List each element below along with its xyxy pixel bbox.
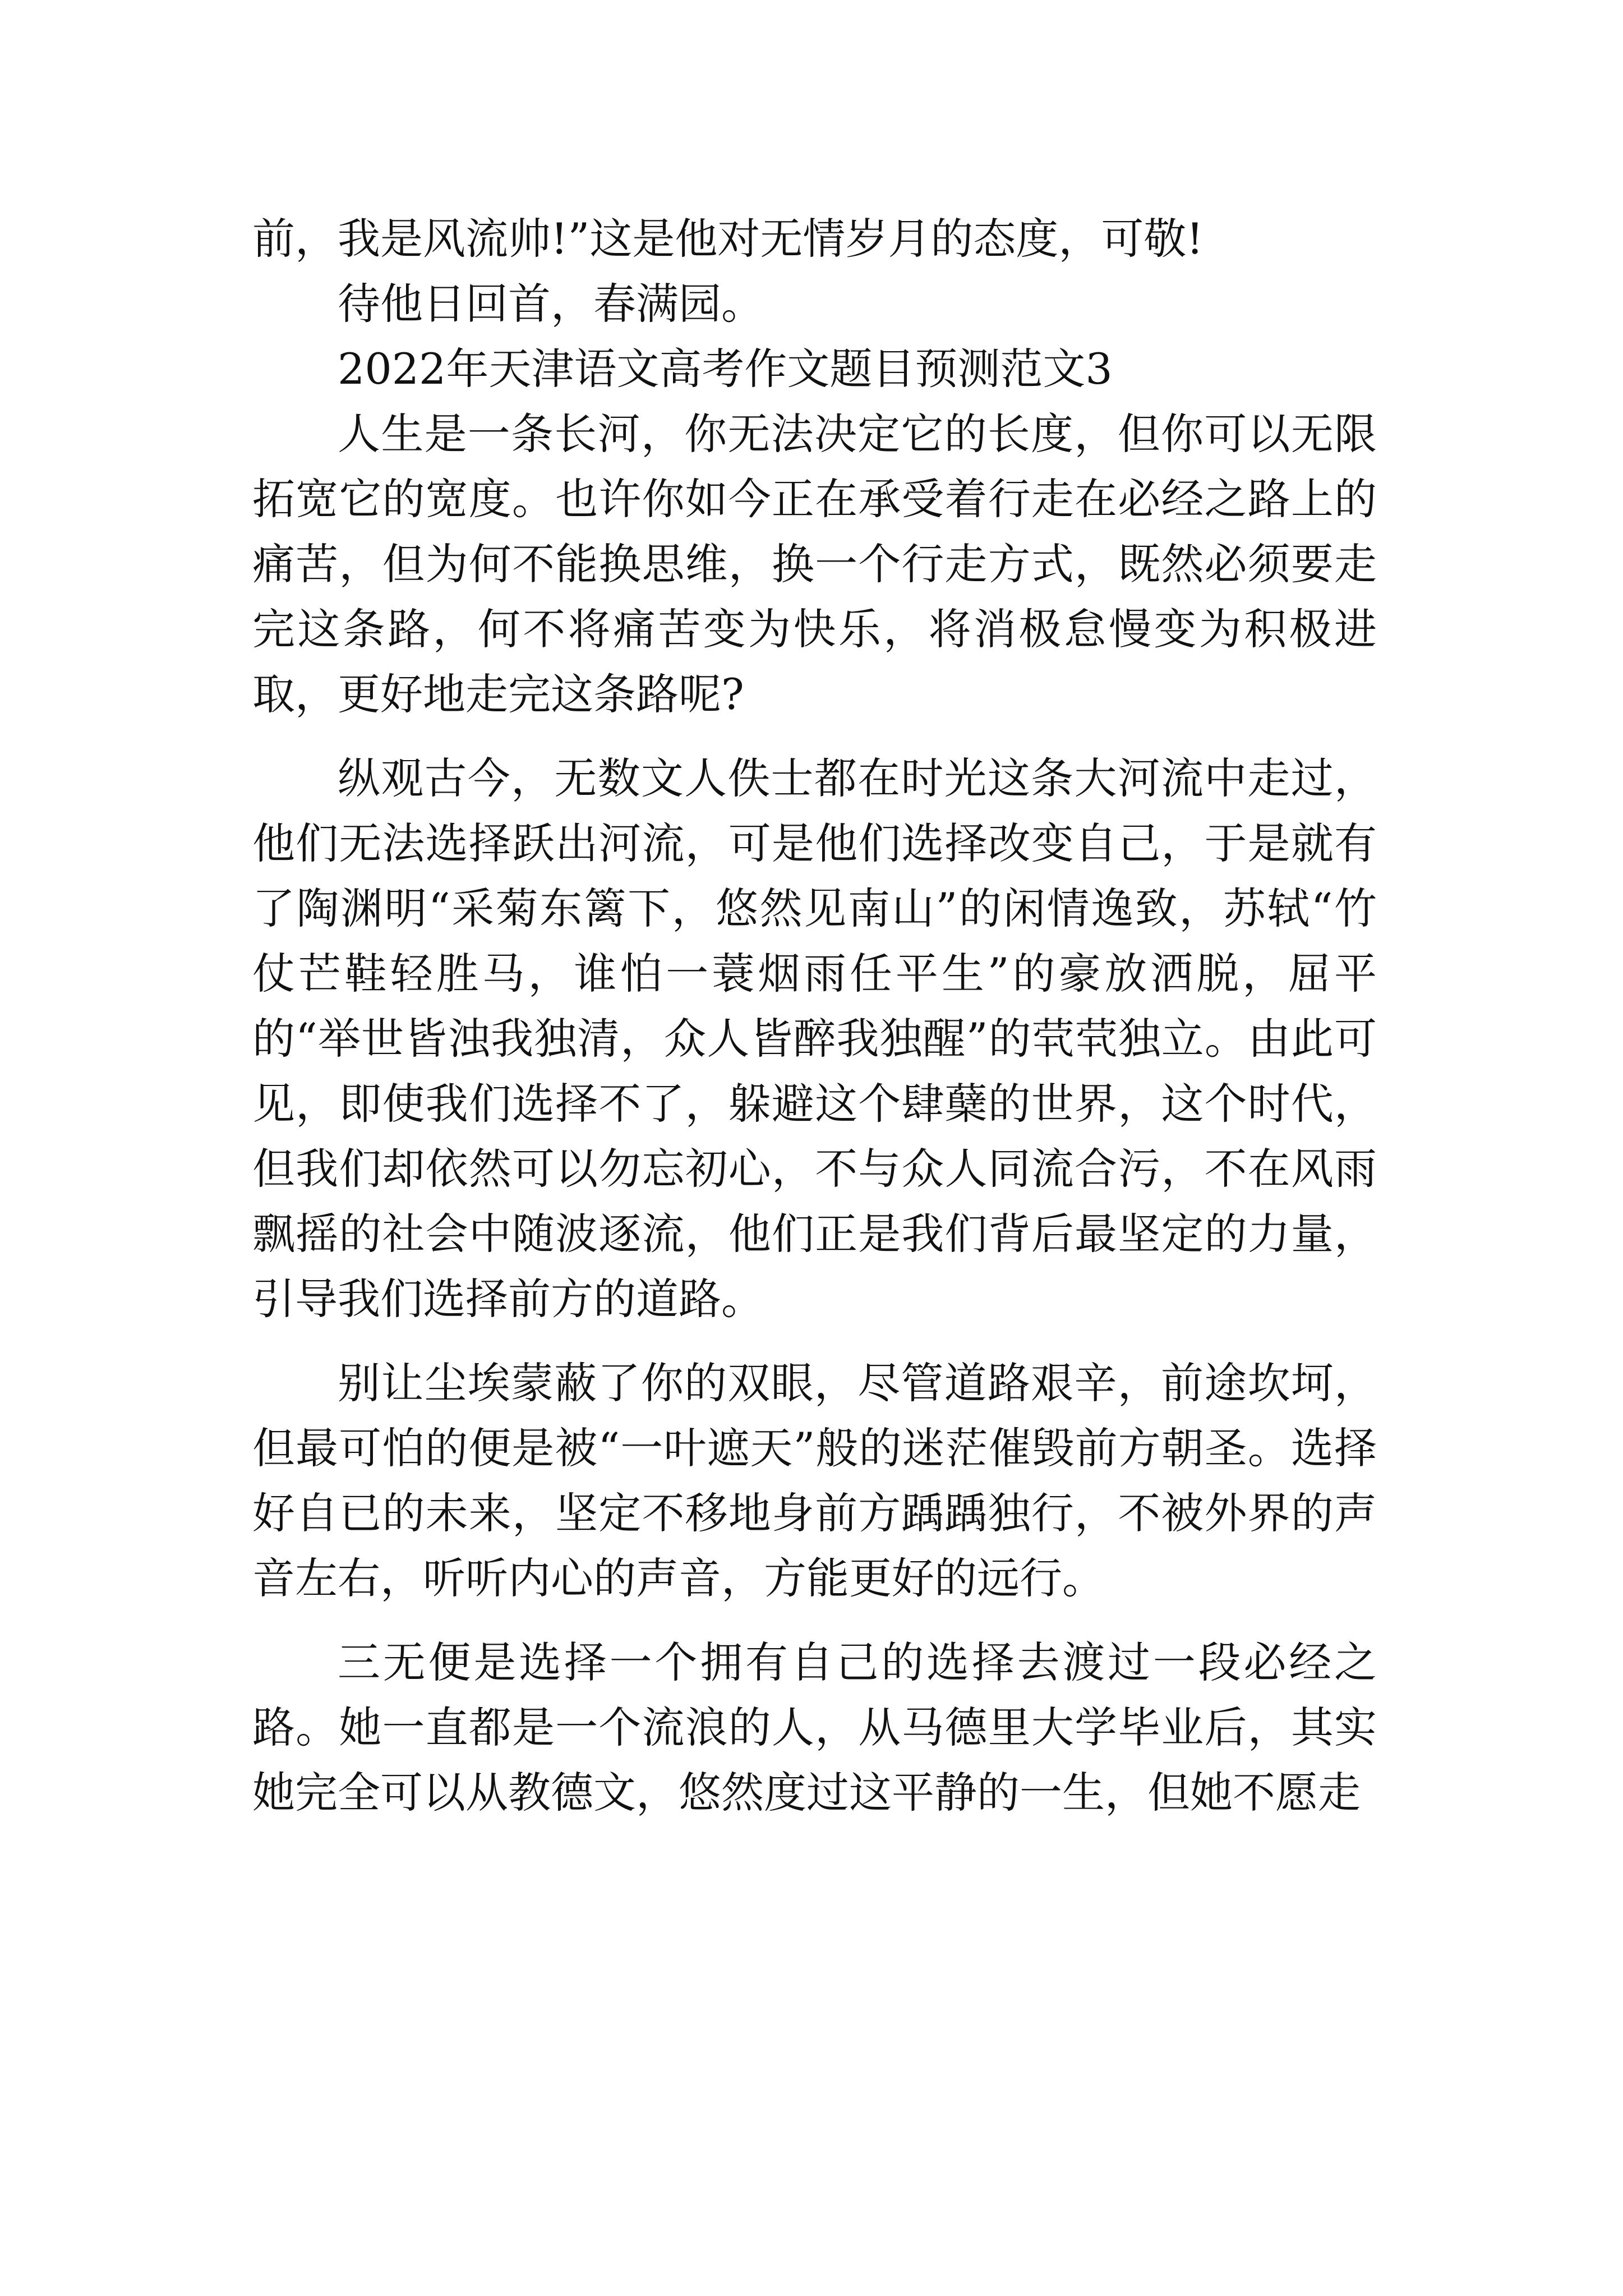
paragraph-continuation: 前，我是风流帅!”这是他对无情岁月的态度，可敬! (252, 214, 1204, 264)
paragraph: 纵观古今，无数文人佚士都在时光这条大河流中走过，他们无法选择跃出河流，可是他们选择改变自己，于是就有了陶渊明“采菊东篱下，悠然见南山”的闲情逸致，苏轼“竹仗芒鞋轻胜马，谁怕一蓑烟雨任平生”的豪放洒脱，屈平的“举世皆浊我独清，众人皆醉我独醒”的茕茕独立。由此可见，即使我们选择不了，躲避这个肆蘖的世界，这个时代，但我们却依然可以勿忘初心，不与众人同流合污，不在风雨飘摇的社会中随波逐流，他们正是我们背后最坚定的力量，引导我们选择前方的道路。 (252, 753, 1377, 1324)
paragraph-closing-line: 待他日回首，春满园。 (338, 279, 764, 329)
essay-heading: 2022年天津语文高考作文题目预测范文3 (338, 344, 1113, 394)
paragraph: 别让尘埃蒙蔽了你的双眼，尽管道路艰辛，前途坎坷，但最可怕的便是被“一叶遮天”般的迷茫催毁前方朝圣。选择好自已的未来，坚定不移地身前方踽踽独行，不被外界的声音左右，听听内心的声音，方能更好的远行。 (252, 1358, 1377, 1603)
paragraph: 三无便是选择一个拥有自己的选择去渡过一段必经之路。她一直都是一个流浪的人，从马德里大学毕业后，其实她完全可以从教德文，悠然度过这平静的一生，但她不愿走 (252, 1637, 1377, 1818)
document-body (252, 206, 1377, 1825)
paragraph: 人生是一条长河，你无法决定它的长度，但你可以无限拓宽它的宽度。也许你如今正在承受着行走在必经之路上的痛苦，但为何不能换思维，换一个行走方式，既然必须要走完这条路，何不将痛苦变为快乐，将消极怠慢变为积极进取，更好地走完这条路呢? (252, 409, 1377, 719)
